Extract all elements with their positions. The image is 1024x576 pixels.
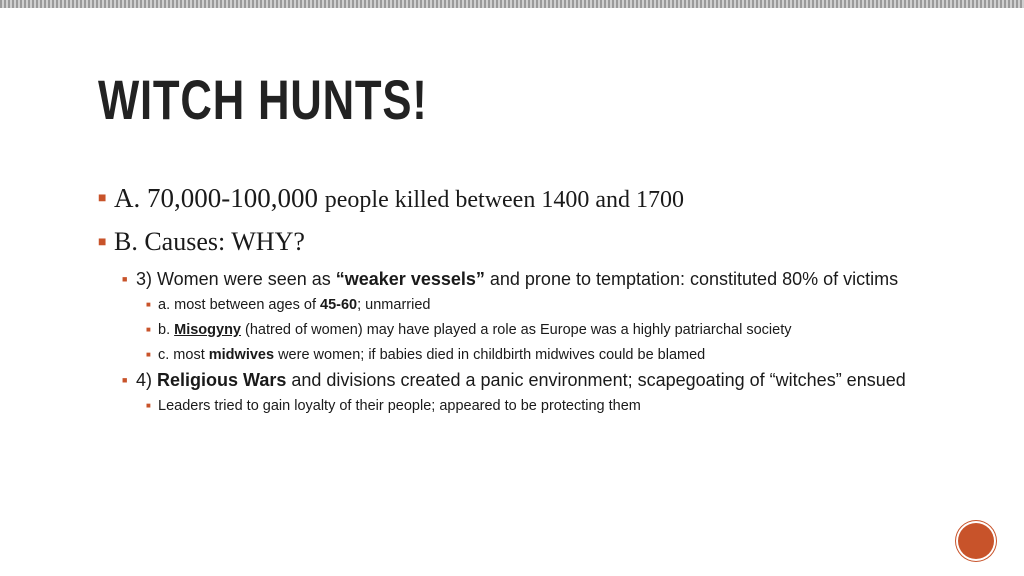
bullet-a-rest: people killed between 1400 and 1700 xyxy=(324,187,684,213)
bullet-b4-sub xyxy=(146,395,958,417)
bullet-b3-pre: 3) Women were seen as xyxy=(136,269,336,289)
sub-c-pre: c. most xyxy=(158,347,209,363)
bullet-b3-sub-a xyxy=(146,294,958,316)
square-bullet-icon: ■ xyxy=(146,300,151,309)
sub-a-pre: a. most between ages of xyxy=(158,297,321,313)
sub-b-pre: b. xyxy=(158,322,175,338)
square-bullet-icon: ■ xyxy=(98,235,107,250)
bullet-b3-post: and prone to temptation: constituted 80% of victims xyxy=(484,269,899,289)
sub-c-bold: midwives xyxy=(208,347,275,363)
bullet-a-lead: A. 70,000-100,000 xyxy=(114,183,325,213)
bullet-b xyxy=(98,226,958,258)
bullet-b4-sub-text: Leaders tried to gain loyalty of their people; appeared to be protecting them xyxy=(158,398,641,414)
square-bullet-icon: ■ xyxy=(146,325,151,334)
bullet-b4-pre: 4) xyxy=(136,370,158,390)
slide-content xyxy=(98,182,958,420)
sub-a-post: ; unmarried xyxy=(357,297,431,313)
bullet-b4-bold: Religious Wars xyxy=(157,370,287,390)
square-bullet-icon: ■ xyxy=(146,350,151,359)
page-number-badge xyxy=(958,523,994,559)
sub-b-post: (hatred of women) may have played a role as Europe was a highly patriarchal society xyxy=(241,322,792,338)
sub-a-bold: 45-60 xyxy=(320,297,358,313)
bullet-b-text: B. Causes: WHY? xyxy=(114,227,305,256)
bullet-b3-bold: “weaker vessels” xyxy=(335,269,485,289)
square-bullet-icon: ■ xyxy=(122,375,128,385)
bullet-a xyxy=(98,182,958,216)
decorative-top-bar xyxy=(0,0,1024,8)
sub-c-post: were women; if babies died in childbirth midwives could be blamed xyxy=(274,347,706,363)
sub-b-bold: Misogyny xyxy=(174,322,241,338)
slide-title: WITCH HUNTS! xyxy=(98,68,428,131)
bullet-b4-post: and divisions created a panic environment; scapegoating of “witches” ensued xyxy=(286,370,906,390)
bullet-b3-sub-c xyxy=(146,344,958,366)
square-bullet-icon: ■ xyxy=(122,274,128,284)
square-bullet-icon: ■ xyxy=(146,401,151,410)
bullet-b3-sub-b xyxy=(146,319,958,341)
bullet-b3 xyxy=(122,268,958,290)
bullet-b4 xyxy=(122,369,958,391)
square-bullet-icon: ■ xyxy=(98,191,107,206)
